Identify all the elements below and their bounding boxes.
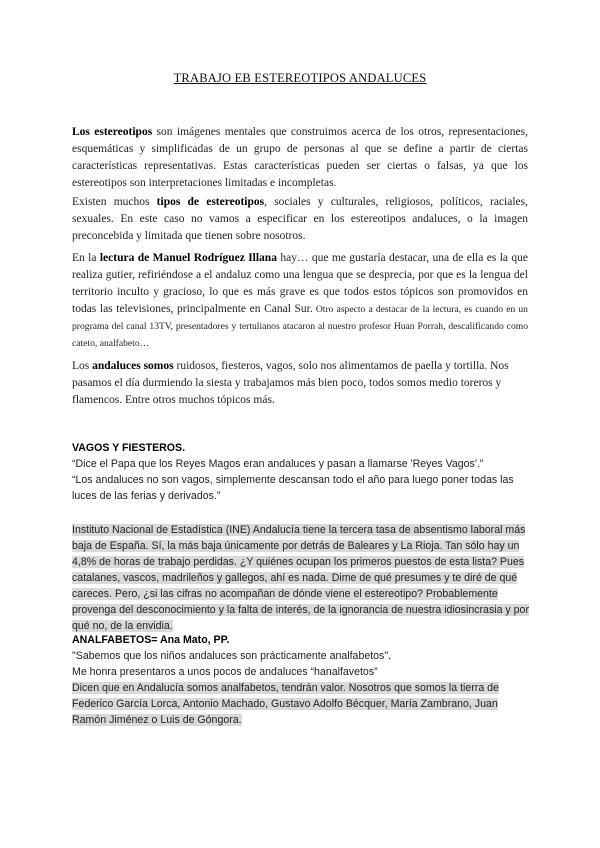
paragraph-reading	[72, 250, 528, 352]
bold-term: andaluces somos	[92, 360, 174, 372]
paragraph-text: , sociales y culturales, religiosos, políticos, raciales, sexuales. En este caso no vamos a especificar en los estereotipos andaluces, o la imagen preconcebida y limitada que tienen sobre nosotros.	[72, 196, 528, 242]
quote-line: “Dice el Papa que los Reyes Magos eran andaluces y pasan a llamarse 'Reyes Vagos'.”	[72, 458, 484, 470]
section-heading: VAGOS Y FIESTEROS.	[72, 442, 186, 454]
paragraph-definition	[72, 124, 528, 192]
quote-line: “Los andaluces no son vagos, simplemente descansan todo el año para luego poner todas las luces de las ferias y derivados.”	[72, 474, 514, 502]
section-heading: ANALFABETOS= Ana Mato, PP.	[72, 634, 230, 646]
paragraph-types	[72, 194, 528, 245]
paragraph-andalusians	[72, 358, 528, 409]
paragraph-text: ruidosos, fiesteros, vagos, solo nos alimentamos de paella y tortilla. Nos pasamos el día durmiendo la siesta y trabajamos más bien poco, todos somos medio toreros y flamencos. Entre otros muchos tópicos más.	[72, 360, 509, 406]
paragraph-text: son imágenes mentales que construimos acerca de los otros, representaciones, esquemáticas y simplificadas de un grupo de personas al que se define a partir de ciertas características representativas. Estas características pueden ser ciertas o falsas, ya que los estereotipos son interpretaciones limitadas e incompletas.	[72, 126, 528, 189]
section-analfabetos	[72, 632, 532, 728]
paragraph-text: Los	[72, 360, 93, 372]
highlighted-text: Dicen que en Andalucía somos analfabetos, tendrán valor. Nosotros que somos la tierra de Federico García Lorca, Antonio Machado, Gustavo Adolfo Bécquer, María Zambrano, Juan Ramón Jiménez o Luis de Góngora.	[72, 682, 499, 726]
paragraph-text: En la	[72, 252, 100, 264]
highlighted-text: Instituto Nacional de Estadística (INE) Andalucía tiene la tercera tasa de absentismo laboral más baja de España. Sí, la más baja únicamente por detrás de Baleares y La Rioja. Tan sólo hay un 4,8% de horas de trabajo perdidas. ¿Y quiénes ocupan los primeros puestos de esta lista? Pues catalanes, vascos, madrileños y gallegos, ahí es nada. Dime de qué presumes y te diré de qué careces. Pero, ¿si las cifras no acompañan de dónde viene el estereotipo? Probablemente provenga del desconocimiento y la falta de interés, de la ignorancia de nuestra idiosincrasia y por qué no, de la envidia.	[72, 524, 529, 632]
bold-term: lectura de Manuel Rodríguez Illana	[99, 252, 277, 264]
document-title: TRABAJO EB ESTEREOTIPOS ANDALUCES	[173, 71, 427, 85]
bold-term: tipos de estereotipos	[156, 196, 265, 208]
paragraph-small-text: Otro aspecto a destacar de la lectura, es cuando en un programa del canal 13TV, presentadores y tertulianos atacaron al nuestro profesor Huan Porrah, descalificando como cateto, analfabeto…	[72, 304, 528, 349]
quote-line: Me honra presentaros a unos pocos de andaluces “hanalfavetos”	[72, 666, 378, 678]
paragraph-text: hay… que me gustaría destacar, una de ella es la que realiza gutier, refiriéndose a el andaluz como una lengua que se desprecia, por que es la lengua del territorio inculto y gracioso, lo que es más grave es que todos estos tópicos son promovidos en todas las televisiones, principalmente en Canal Sur.	[72, 252, 528, 315]
bold-term: Los estereotipos	[72, 126, 153, 138]
quote-line: "Sabemos que los niños andaluces son prácticamente analfabetos".	[72, 650, 392, 662]
paragraph-text: Existen muchos	[72, 196, 157, 208]
section-vagos	[72, 440, 532, 634]
